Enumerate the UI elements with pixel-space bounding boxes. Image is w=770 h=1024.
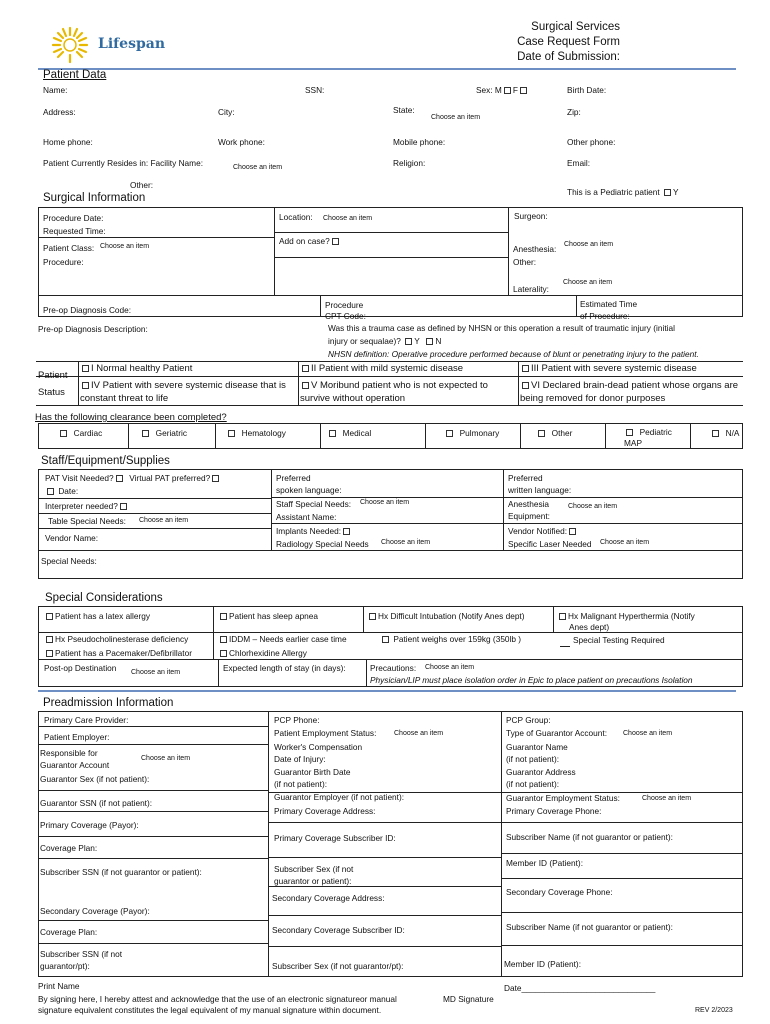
pseudo-label: Hx Pseudocholinesterase deficiency <box>55 634 189 644</box>
staff-table <box>38 469 743 579</box>
subscriber-name-2[interactable]: Subscriber Name (if not guarantor or patient): <box>506 922 673 932</box>
trauma-answer <box>328 336 441 346</box>
pat-visit-checkbox[interactable] <box>116 475 123 482</box>
clearance-hematology[interactable] <box>226 428 286 438</box>
zip-field[interactable]: Zip: <box>567 107 581 117</box>
sex-m-label: Sex: M <box>476 85 502 95</box>
anesthesia-other-field[interactable]: Other: <box>513 257 537 267</box>
guarantor-employment-dropdown[interactable]: Choose an item <box>642 795 692 802</box>
guarantor-address-2[interactable]: (if not patient): <box>506 779 560 789</box>
hyperthermia-label: Hx Malignant Hyperthermia (Notify <box>568 611 695 621</box>
pediatric-field <box>567 187 679 197</box>
trauma-n-checkbox[interactable] <box>426 338 433 345</box>
guarantor-birth-date-2[interactable]: (if not patient): <box>274 779 328 789</box>
email-field[interactable]: Email: <box>567 158 591 168</box>
sex-f-label: F <box>512 85 518 95</box>
pat-visit-field <box>45 473 221 483</box>
facility-dropdown[interactable]: Choose an item <box>233 164 283 171</box>
member-id-1[interactable]: Member ID (Patient): <box>506 858 583 868</box>
preop-desc-field[interactable]: Pre-op Diagnosis Description: <box>38 324 148 334</box>
implants-label: Implants Needed: <box>276 526 342 536</box>
primary-care-provider[interactable]: Primary Care Provider: <box>44 715 129 725</box>
pcp-group[interactable]: PCP Group: <box>506 715 551 725</box>
pacemaker-label: Patient has a Pacemaker/Defibrillator <box>55 648 192 658</box>
status-1-text: I Normal healthy Patient <box>91 363 193 374</box>
guarantor-sex[interactable]: Guarantor Sex (if not patient): <box>40 774 150 784</box>
preferred-written-label: Preferred <box>508 473 543 483</box>
implants-field <box>276 526 352 536</box>
patient-data-heading: Patient Data <box>43 69 107 81</box>
clearance-cardiac-label: Cardiac <box>73 428 103 438</box>
secondary-coverage-phone[interactable]: Secondary Coverage Phone: <box>506 887 613 897</box>
other-phone-field[interactable]: Other phone: <box>567 137 616 147</box>
work-phone-field[interactable]: Work phone: <box>218 137 265 147</box>
title-line-3: Date of Submission: <box>517 51 620 63</box>
radiology-field: Radiology Special Needs <box>276 539 369 549</box>
revision-label: REV 2/2023 <box>695 1007 733 1014</box>
attestation-line-2: signature equivalent constitutes the legal equivalent of my manual signature within document. <box>38 1005 382 1015</box>
subscriber-ssn-1[interactable]: Subscriber SSN (if not guarantor or patient): <box>40 867 202 877</box>
special-testing[interactable]: Special Testing Required <box>573 635 665 645</box>
guarantor-employer[interactable]: Guarantor Employer (if not patient): <box>274 792 405 802</box>
procedure-field[interactable]: Procedure: <box>43 257 84 267</box>
trauma-q2: injury or sequalae)? <box>328 336 401 346</box>
title-line-1: Surgical Services <box>531 21 620 33</box>
secondary-coverage-address[interactable]: Secondary Coverage Address: <box>272 893 385 903</box>
malignant-hyperthermia[interactable] <box>557 611 695 621</box>
subscriber-ssn-2-line-2: guarantor/pt): <box>40 961 90 971</box>
clearance-hematology-label: Hematology <box>241 428 286 438</box>
preferred-spoken-label: Preferred <box>276 473 311 483</box>
virtual-pat-checkbox[interactable] <box>212 475 219 482</box>
virtual-pat-label: Virtual PAT preferred? <box>129 473 211 483</box>
trauma-n: N <box>435 336 442 346</box>
hyperthermia-line-2: Anes dept) <box>569 622 610 632</box>
surgeon-field[interactable]: Surgeon: <box>514 211 548 221</box>
pacemaker[interactable] <box>44 648 192 658</box>
primary-subscriber-id[interactable]: Primary Coverage Subscriber ID: <box>274 833 396 843</box>
preadmission-table <box>38 711 743 977</box>
location-dropdown[interactable]: Choose an item <box>323 215 373 222</box>
implants-checkbox[interactable] <box>343 528 350 535</box>
secondary-subscriber-id[interactable]: Secondary Coverage Subscriber ID: <box>272 925 405 935</box>
pseudocholinesterase[interactable] <box>44 634 188 644</box>
preferred-written-field[interactable]: written language: <box>508 485 572 495</box>
apnea-label: Patient has sleep apnea <box>229 611 319 621</box>
pat-date-checkbox[interactable] <box>47 488 54 495</box>
status-option-2[interactable] <box>300 363 463 374</box>
interpreter-field <box>45 501 129 511</box>
anesthesia-equip-field: Equipment: <box>508 511 550 521</box>
preadmission-heading: Preadmission Information <box>43 697 174 709</box>
status-option-6[interactable] <box>520 379 742 405</box>
status-option-1[interactable] <box>80 363 192 374</box>
city-field[interactable]: City: <box>218 107 235 117</box>
patient-status-label <box>38 367 68 401</box>
clearance-pulmonary-label: Pulmonary <box>459 428 500 438</box>
subscriber-ssn-2-line-1[interactable]: Subscriber SSN (if not <box>40 949 123 959</box>
staff-special-dropdown[interactable]: Choose an item <box>360 499 410 506</box>
assistant-field[interactable]: Assistant Name: <box>276 512 337 522</box>
clearance-medical-label: Medical <box>342 428 372 438</box>
special-heading: Special Considerations <box>45 592 163 604</box>
employment-status-dropdown[interactable]: Choose an item <box>394 730 444 737</box>
est-time-field[interactable]: of Procedure: <box>580 311 630 321</box>
employment-status: Patient Employment Status: <box>274 728 377 738</box>
clearance-pediatric-label: Pediatric MAP <box>624 427 672 448</box>
status-label-1: Patient <box>38 370 68 381</box>
anesthesia-dropdown[interactable]: Choose an item <box>564 241 614 248</box>
subscriber-sex-1: Subscriber Sex (if not <box>274 864 354 874</box>
surgical-table <box>38 207 743 317</box>
patient-class-field: Patient Class: <box>43 243 95 253</box>
requested-time-field[interactable]: Requested Time: <box>43 226 106 236</box>
pcp-phone[interactable]: PCP Phone: <box>274 715 320 725</box>
anesthesia-equip-dropdown[interactable]: Choose an item <box>568 503 618 510</box>
header-rule <box>38 68 736 70</box>
isolation-note: Physician/LIP must place isolation order in Epic to place patient on precautions Isolation <box>370 675 693 685</box>
clearance-heading: Has the following clearance been completed? <box>35 412 227 423</box>
weight-over[interactable] <box>380 634 521 644</box>
preadmission-rule <box>38 690 736 692</box>
secondary-coverage-payor[interactable]: Secondary Coverage (Payor): <box>40 906 150 916</box>
pat-visit-label: PAT Visit Needed? <box>45 473 114 483</box>
weight-label: Patient weighs over 159kg (350lb ) <box>393 634 522 644</box>
laser-dropdown[interactable]: Choose an item <box>600 539 650 546</box>
title-line-2: Case Request Form <box>517 36 620 48</box>
guarantor-type-dropdown[interactable]: Choose an item <box>623 730 673 737</box>
workers-comp: Worker's Compensation <box>274 742 363 752</box>
table-special-dropdown[interactable]: Choose an item <box>139 517 189 524</box>
trauma-question: Was this a trauma case as defined by NHSN or this operation a result of traumatic injury (initial <box>328 323 675 333</box>
date-line[interactable]: Date_____________________________ <box>504 983 656 993</box>
clearance-na[interactable] <box>710 428 739 438</box>
postop-destination: Post-op Destination <box>44 663 117 673</box>
trauma-y: Y <box>414 336 420 346</box>
clearance-medical[interactable] <box>327 428 371 438</box>
md-signature-field[interactable]: MD Signature <box>443 994 494 1004</box>
clearance-na-label: N/A <box>725 428 740 438</box>
guarantor-account-dropdown[interactable]: Choose an item <box>141 755 191 762</box>
member-id-2[interactable]: Member ID (Patient): <box>504 959 581 969</box>
precautions-field: Precautions: <box>370 663 417 673</box>
responsible-label: Responsible for <box>40 748 98 758</box>
radiology-dropdown[interactable]: Choose an item <box>381 539 431 546</box>
staff-special-field: Staff Special Needs: <box>276 499 352 509</box>
status-label-2: Status <box>38 387 65 398</box>
guarantor-birth-date: Guarantor Birth Date <box>274 767 351 777</box>
length-of-stay-field[interactable]: Expected length of stay (in days): <box>223 663 346 673</box>
postop-dropdown[interactable]: Choose an item <box>131 669 181 676</box>
procedure-cpt-field[interactable]: CPT Code: <box>325 311 366 321</box>
subscriber-sex-2[interactable]: Subscriber Sex (if not guarantor/pt): <box>272 961 404 971</box>
sex-field <box>476 85 529 95</box>
coverage-plan-1[interactable]: Coverage Plan: <box>40 843 98 853</box>
add-on-label: Add on case? <box>279 236 330 246</box>
patient-class-dropdown[interactable]: Choose an item <box>100 243 150 250</box>
procedure-date-field[interactable]: Procedure Date: <box>43 213 104 223</box>
guarantor-address: Guarantor Address <box>506 767 576 777</box>
chlorhexidine[interactable] <box>218 648 307 658</box>
date-of-injury[interactable]: Date of Injury: <box>274 754 326 764</box>
trauma-y-checkbox[interactable] <box>405 338 412 345</box>
status-3-text: III Patient with severe systemic disease <box>531 363 697 374</box>
add-on-field <box>279 236 341 246</box>
print-name-field[interactable]: Print Name <box>38 981 80 991</box>
logo-text: Lifespan <box>98 36 166 52</box>
patient-employer[interactable]: Patient Employer: <box>44 732 110 742</box>
state-dropdown[interactable]: Choose an item <box>431 114 481 121</box>
guarantor-name: Guarantor Name <box>506 742 568 752</box>
table-special-field: Table Special Needs: <box>48 516 126 526</box>
laterality-field: Laterality: <box>513 284 549 294</box>
coverage-plan-2[interactable]: Coverage Plan: <box>40 927 98 937</box>
preferred-spoken-field[interactable]: spoken language: <box>276 485 342 495</box>
attestation-line-1: By signing here, I hereby attest and acknowledge that the use of an electronic signatureor manual <box>38 994 397 1004</box>
latex-label: Patient has a latex allergy <box>55 611 151 621</box>
status-5-text: V Moribund patient who is not expected to survive without operation <box>300 380 488 404</box>
special-needs-field[interactable]: Special Needs: <box>41 556 97 566</box>
vendor-notified-label: Vendor Notified: <box>508 526 568 536</box>
preop-code-field[interactable]: Pre-op Diagnosis Code: <box>43 305 132 315</box>
procedure-cpt-label: Procedure <box>325 300 364 310</box>
laterality-dropdown[interactable]: Choose an item <box>563 279 613 286</box>
guarantor-ssn[interactable]: Guarantor SSN (if not patient): <box>40 798 153 808</box>
facility-field: Patient Currently Resides in: Facility Name: <box>43 158 204 168</box>
iddm-label: IDDM – Needs earlier case time <box>229 634 347 644</box>
est-time-label: Estimated Time <box>580 299 638 309</box>
laser-field: Specific Laser Needed <box>508 539 592 549</box>
nhsn-definition: NHSN definition: Operative procedure performed because of blunt or penetrating injury to the patient. <box>328 349 699 359</box>
sleep-apnea[interactable] <box>218 611 318 621</box>
anesthesia-equip-label: Anesthesia <box>508 499 550 509</box>
add-on-checkbox[interactable] <box>332 238 339 245</box>
subscriber-name-1[interactable]: Subscriber Name (if not guarantor or patient): <box>506 832 673 842</box>
guarantor-employment-status: Guarantor Employment Status: <box>506 793 620 803</box>
form-title <box>470 20 620 65</box>
status-6-text: VI Declared brain-dead patient whose organs are being removed for donor purposes <box>520 380 739 404</box>
name-field[interactable]: Name: <box>43 85 68 95</box>
chlorhex-label: Chlorhexidine Allergy <box>229 648 307 658</box>
iddm[interactable] <box>218 634 347 644</box>
anesthesia-field: Anesthesia: <box>513 244 557 254</box>
status-option-3[interactable] <box>520 363 697 374</box>
home-phone-field[interactable]: Home phone: <box>43 137 93 147</box>
sex-m-checkbox[interactable] <box>504 87 511 94</box>
pediatric-checkbox[interactable] <box>664 189 671 196</box>
birth-date-field[interactable]: Birth Date: <box>567 85 607 95</box>
status-option-4[interactable] <box>80 379 298 405</box>
staff-heading: Staff/Equipment/Supplies <box>41 455 170 467</box>
clearance-pulmonary[interactable] <box>444 428 499 438</box>
address-field[interactable]: Address: <box>43 107 76 117</box>
other-field[interactable]: Other: <box>130 180 154 190</box>
precautions-dropdown[interactable]: Choose an item <box>425 664 475 671</box>
primary-coverage-payor[interactable]: Primary Coverage (Payor): <box>40 820 139 830</box>
clearance-other[interactable] <box>536 428 572 438</box>
mobile-phone-field[interactable]: Mobile phone: <box>393 137 446 147</box>
status-2-text: II Patient with mild systemic disease <box>311 363 464 374</box>
vendor-notified-field <box>508 526 578 536</box>
latex-allergy[interactable] <box>44 611 150 621</box>
pat-date-label: Date: <box>58 486 79 496</box>
difficult-intubation[interactable] <box>367 611 525 621</box>
pediatric-y: Y <box>673 187 679 197</box>
location-field: Location: <box>279 212 313 222</box>
pat-date-field <box>45 486 78 496</box>
primary-coverage-phone[interactable]: Primary Coverage Phone: <box>506 806 602 816</box>
interpreter-checkbox[interactable] <box>120 503 127 510</box>
guarantor-name-2[interactable]: (if not patient): <box>506 754 560 764</box>
primary-coverage-address[interactable]: Primary Coverage Address: <box>274 806 376 816</box>
pediatric-label: This is a Pediatric patient <box>567 187 660 197</box>
clearance-geriatric-label: Geriatric <box>155 428 187 438</box>
clearance-geriatric[interactable] <box>140 428 187 438</box>
interpreter-label: Interpreter needed? <box>45 501 118 511</box>
vendor-name-field[interactable]: Vendor Name: <box>45 533 99 543</box>
clearance-other-label: Other <box>551 428 573 438</box>
clearance-cardiac[interactable] <box>58 428 102 438</box>
status-option-5[interactable] <box>300 379 518 405</box>
intubation-label: Hx Difficult Intubation (Notify Anes dept) <box>378 611 525 621</box>
guarantor-account-label: Guarantor Account <box>40 760 110 770</box>
surgical-heading: Surgical Information <box>43 192 146 204</box>
clearance-pediatric-map[interactable] <box>624 427 684 449</box>
guarantor-account-type: Type of Guarantor Account: <box>506 728 608 738</box>
state-field[interactable]: State: <box>393 105 415 115</box>
ssn-field[interactable]: SSN: <box>305 85 325 95</box>
sun-logo-icon <box>50 25 90 65</box>
status-4-text: IV Patient with severe systemic disease that is constant threat to life <box>80 380 286 404</box>
subscriber-sex-1-line-2[interactable]: guarantor or patient): <box>274 876 352 886</box>
vendor-notified-checkbox[interactable] <box>569 528 576 535</box>
sex-f-checkbox[interactable] <box>520 87 527 94</box>
religion-field[interactable]: Religion: <box>393 158 426 168</box>
